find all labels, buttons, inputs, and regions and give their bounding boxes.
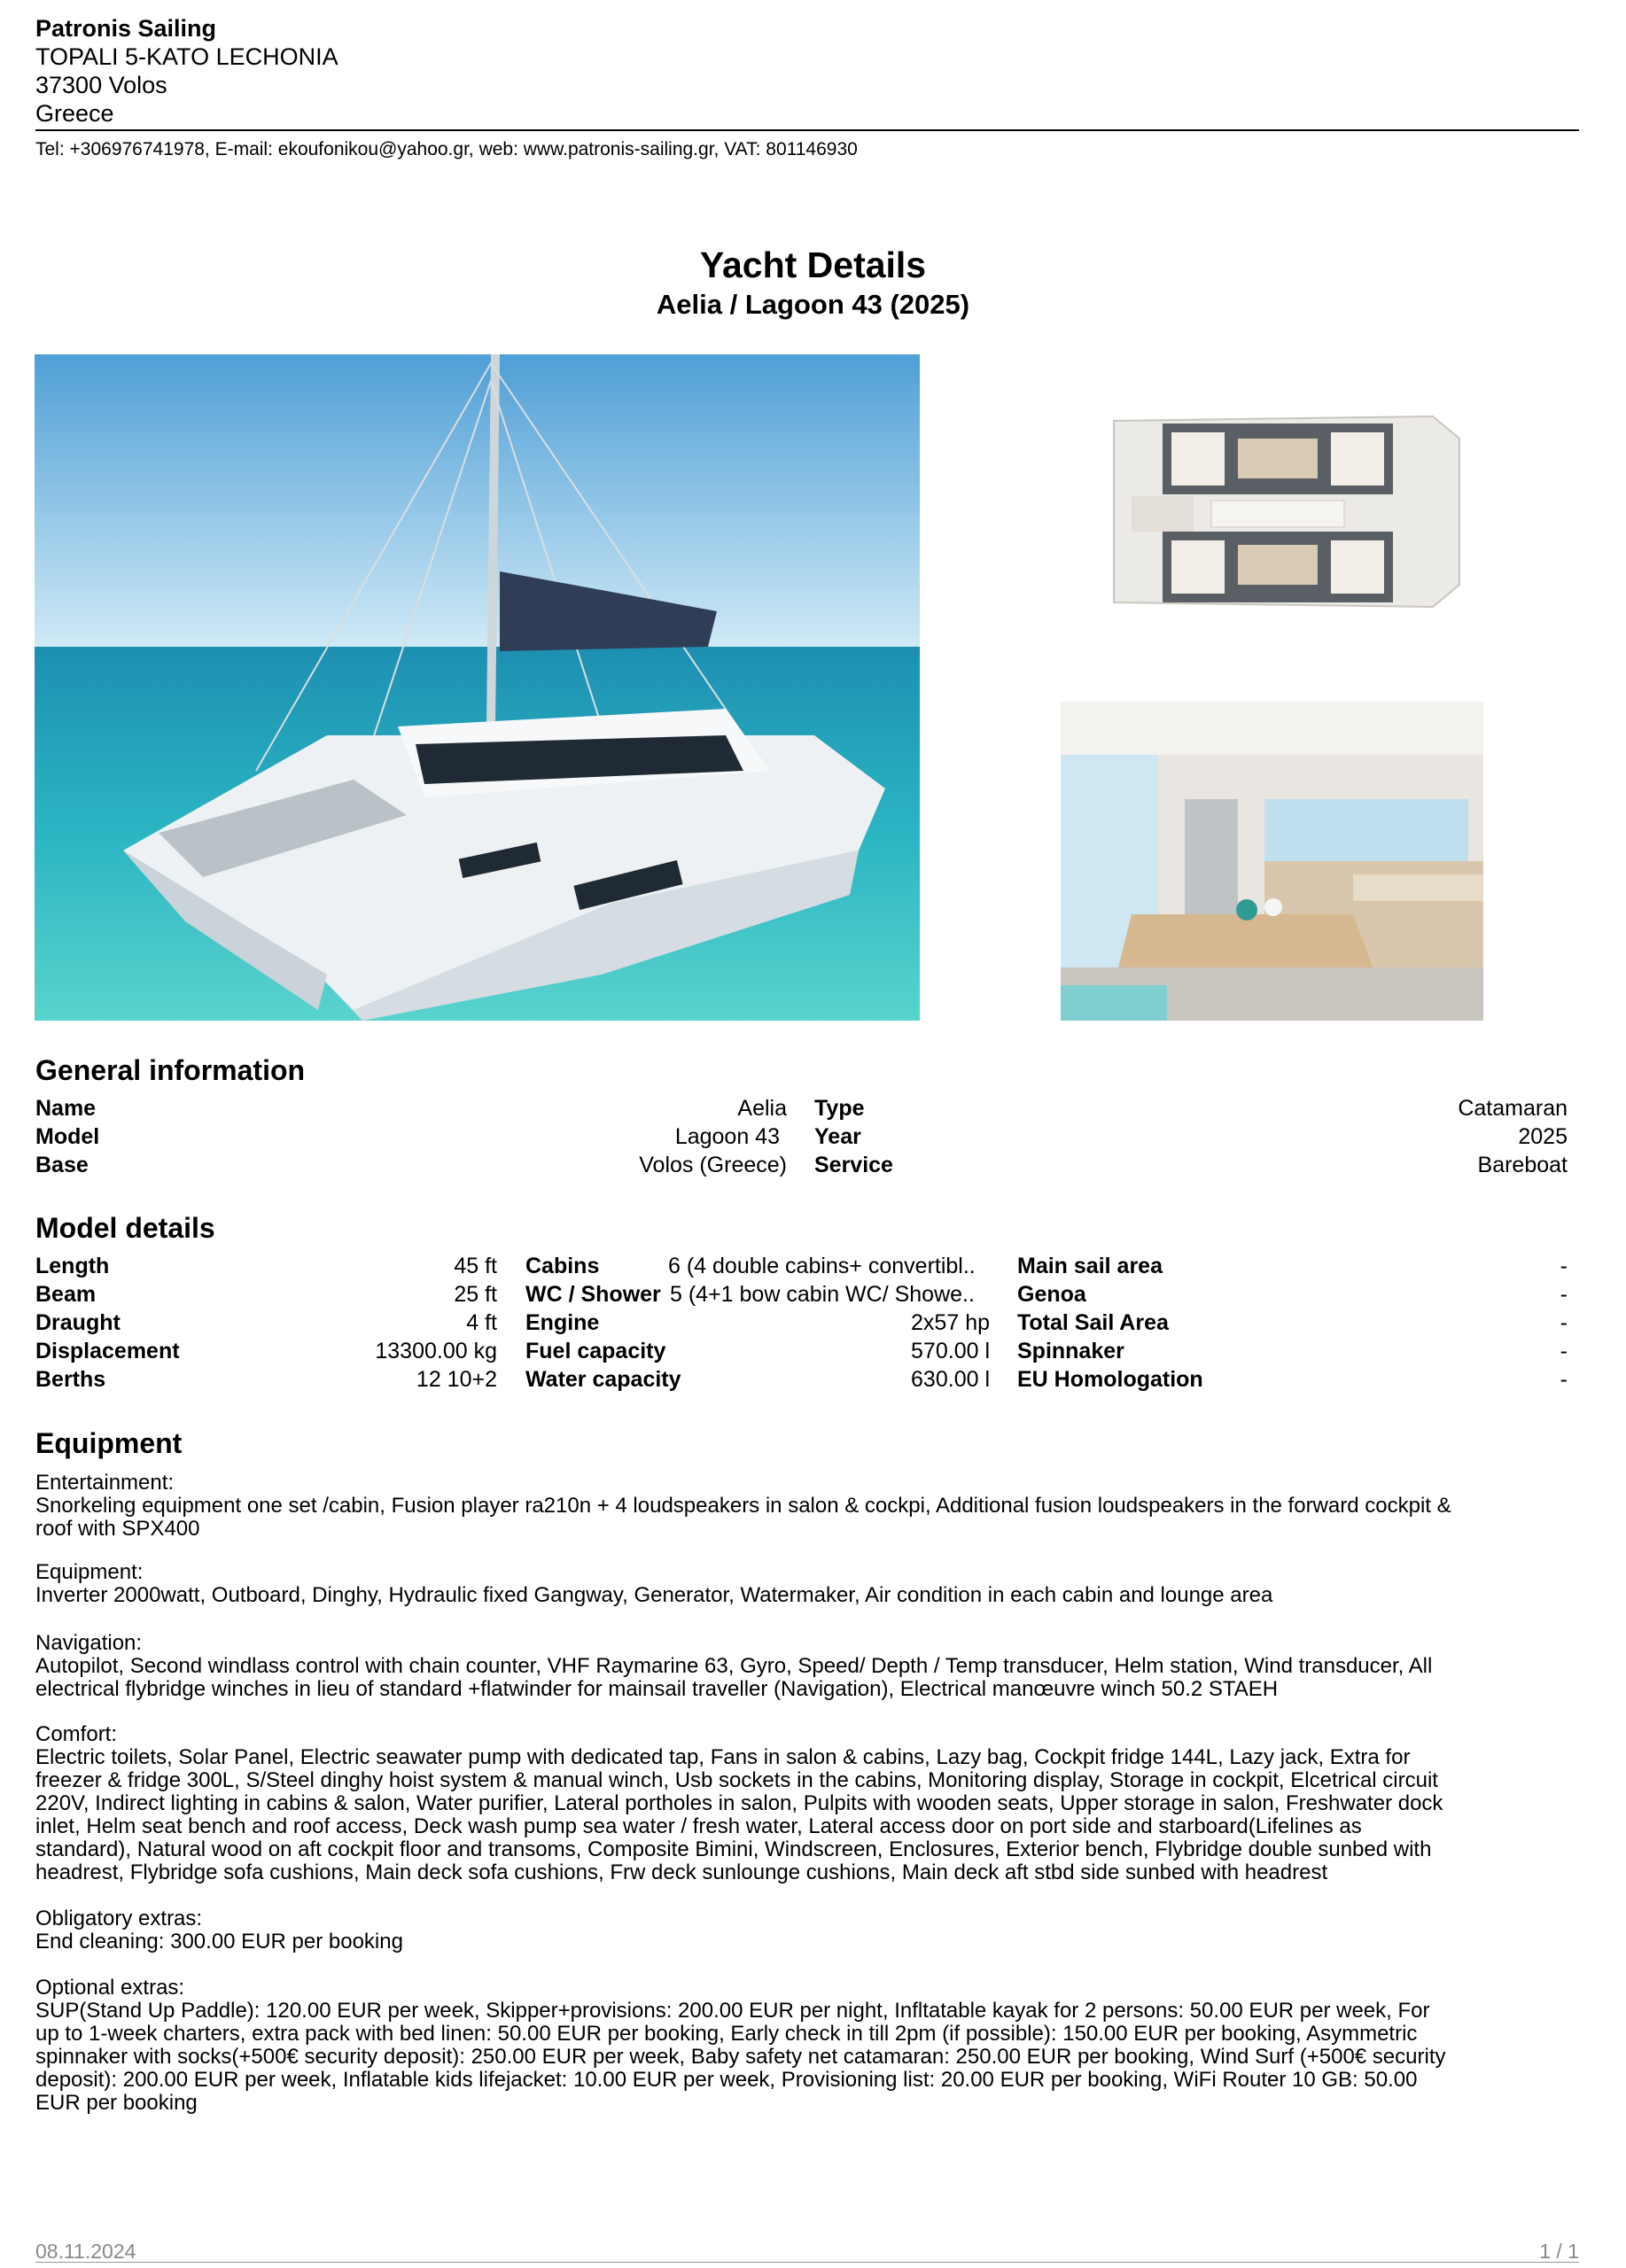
model-label-fuel: Fuel capacity — [525, 1339, 666, 1363]
equipment-line: up to 1-week charters, extra pack with bed linen: 50.00 EUR per booking, Early check in till 2pm (if possible): 150.00 EUR per booking, Asymmetric — [35, 2022, 1418, 2046]
equipment-line: EUR per booking — [35, 2091, 198, 2115]
general-value-type: Catamaran — [1458, 1096, 1568, 1121]
model-value-wc-shower: 5 (4+1 bow cabin WC/ Showe.. — [670, 1282, 975, 1307]
equipment-line: Inverter 2000watt, Outboard, Dinghy, Hydraulic fixed Gangway, Generator, Watermaker, Air condition in each cabin and lounge area — [35, 1583, 1273, 1607]
general-info-heading: General information — [35, 1054, 306, 1086]
model-label-berths: Berths — [35, 1367, 106, 1392]
deck-plan-image — [1061, 354, 1483, 666]
model-label-draught: Draught — [35, 1310, 121, 1335]
model-label-beam: Beam — [35, 1282, 97, 1307]
model-value-berths: 12 10+2 — [416, 1367, 497, 1392]
model-label-main-sail: Main sail area — [1017, 1254, 1163, 1278]
model-label-wc-shower: WC / Shower — [525, 1282, 661, 1307]
equipment-section-title: Comfort: — [35, 1722, 118, 1746]
footer-divider — [35, 2262, 1579, 2263]
general-label-service: Service — [814, 1153, 893, 1177]
model-label-water: Water capacity — [525, 1367, 681, 1392]
model-value-main-sail: - — [1560, 1254, 1568, 1278]
equipment-section-title: Navigation: — [35, 1631, 143, 1655]
model-value-genoa: - — [1560, 1282, 1568, 1307]
general-label-model: Model — [35, 1124, 100, 1149]
address-line-3: Greece — [35, 100, 114, 127]
general-label-year: Year — [814, 1124, 861, 1149]
model-value-cabins: 6 (4 double cabins+ convertibl.. — [668, 1254, 976, 1278]
model-value-total-sail: - — [1560, 1310, 1568, 1335]
equipment-line: roof with SPX400 — [35, 1517, 200, 1541]
yacht-exterior-photo — [35, 354, 920, 1021]
company-name: Patronis Sailing — [35, 15, 217, 42]
general-value-name: Aelia — [737, 1096, 787, 1121]
model-value-displacement: 13300.00 kg — [375, 1339, 497, 1363]
contact-line: Tel: +306976741978, E-mail: ekoufonikou@yahoo.gr, web: www.patronis-sailing.gr, VAT: 801146930 — [35, 139, 858, 159]
address-line-2: 37300 Volos — [35, 72, 167, 98]
equipment-line: Autopilot, Second windlass control with chain counter, VHF Raymarine 63, Gyro, Speed/ Depth / Temp transducer, Helm station, Wind transducer, All — [35, 1654, 1433, 1678]
model-label-genoa: Genoa — [1017, 1282, 1086, 1307]
model-label-eu-homologation: EU Homologation — [1017, 1367, 1203, 1392]
salon-interior-photo — [1061, 702, 1483, 1021]
equipment-line: SUP(Stand Up Paddle): 120.00 EUR per week, Skipper+provisions: 200.00 EUR per night, Infltatable kayak for 2 persons: 50.00 EUR per week, For — [35, 1999, 1430, 2023]
model-label-spinnaker: Spinnaker — [1017, 1339, 1124, 1363]
model-details-heading: Model details — [35, 1212, 215, 1244]
equipment-line: inlet, Helm seat bench and roof access, Deck wash pump sea water / fresh water, Lateral access door on port side and starboard(Lifelines as — [35, 1814, 1362, 1838]
model-value-draught: 4 ft — [466, 1310, 497, 1335]
equipment-line: Snorkeling equipment one set /cabin, Fusion player ra210n + 4 loudspeakers in salon & cockpi, Additional fusion loudspeakers in the forward cockpit & — [35, 1494, 1451, 1518]
footer-date: 08.11.2024 — [35, 2240, 136, 2263]
model-label-length: Length — [35, 1254, 110, 1278]
general-label-base: Base — [35, 1153, 89, 1177]
model-label-total-sail: Total Sail Area — [1017, 1310, 1169, 1335]
header-divider — [35, 129, 1579, 131]
general-label-name: Name — [35, 1096, 97, 1121]
general-label-type: Type — [814, 1096, 865, 1121]
model-value-fuel: 570.00 l — [911, 1339, 990, 1363]
equipment-section-title: Equipment: — [35, 1560, 144, 1584]
equipment-section-title: Entertainment: — [35, 1471, 175, 1495]
equipment-line: spinnaker with socks(+500€ security deposit): 250.00 EUR per week, Baby safety net catamaran: 250.00 EUR per booking, Wind Surf (+500€ security — [35, 2045, 1446, 2069]
page-title: Yacht Details — [699, 245, 927, 285]
equipment-section-title: Obligatory extras: — [35, 1907, 203, 1930]
equipment-line: electrical flybridge winches in lieu of standard +flatwinder for mainsail traveller (Navigation), Electrical manœuvre winch 50.2 STAEH — [35, 1677, 1279, 1701]
model-value-length: 45 ft — [454, 1254, 497, 1278]
address-line-1: TOPALI 5-KATO LECHONIA — [35, 43, 338, 70]
model-value-beam: 25 ft — [454, 1282, 497, 1307]
general-value-base: Volos (Greece) — [639, 1153, 787, 1177]
equipment-line: headrest, Flybridge sofa cushions, Main deck sofa cushions, Frw deck sunlounge cushions, Main deck aft stbd side sunbed with headrest — [35, 1860, 1328, 1884]
yacht-subtitle: Aelia / Lagoon 43 (2025) — [656, 289, 970, 320]
equipment-line: End cleaning: 300.00 EUR per booking — [35, 1930, 403, 1953]
model-value-water: 630.00 l — [911, 1367, 990, 1392]
page-number: 1 / 1 — [1539, 2240, 1579, 2263]
general-value-year: 2025 — [1518, 1124, 1568, 1149]
model-value-eu-homologation: - — [1560, 1367, 1568, 1392]
general-value-service: Bareboat — [1477, 1153, 1568, 1177]
equipment-heading: Equipment — [35, 1427, 183, 1459]
equipment-line: Electric toilets, Solar Panel, Electric seawater pump with dedicated tap, Fans in salon & cabins, Lazy bag, Cockpit fridge 144L, Lazy jack, Extra for — [35, 1745, 1411, 1769]
model-label-engine: Engine — [525, 1310, 600, 1335]
model-label-displacement: Displacement — [35, 1339, 180, 1363]
model-value-spinnaker: - — [1560, 1339, 1568, 1363]
equipment-line: standard), Natural wood on aft cockpit floor and transoms, Composite Bimini, Windscreen, Enclosures, Exterior bench, Flybridge double sunbed with — [35, 1837, 1432, 1861]
model-label-cabins: Cabins — [525, 1254, 600, 1278]
equipment-line: deposit): 200.00 EUR per week, Inflatable kids lifejacket: 10.00 EUR per week, Provisioning list: 20.00 EUR per booking, WiFi Router 10 GB: 50.00 — [35, 2068, 1418, 2092]
equipment-section-title: Optional extras: — [35, 1976, 185, 2000]
equipment-line: 220V, Indirect lighting in cabins & salon, Water purifier, Lateral portholes in salon, Pulpits with wooden seats, Upper storage in salon, Freshwater dock — [35, 1791, 1443, 1815]
model-value-engine: 2x57 hp — [911, 1310, 990, 1335]
general-value-model: Lagoon 43 — [674, 1124, 780, 1149]
equipment-line: freezer & fridge 300L, S/Steel dinghy hoist system & manual winch, Usb sockets in the cabins, Monitoring display, Storage in cockpit, Elcetrical circuit — [35, 1768, 1438, 1792]
